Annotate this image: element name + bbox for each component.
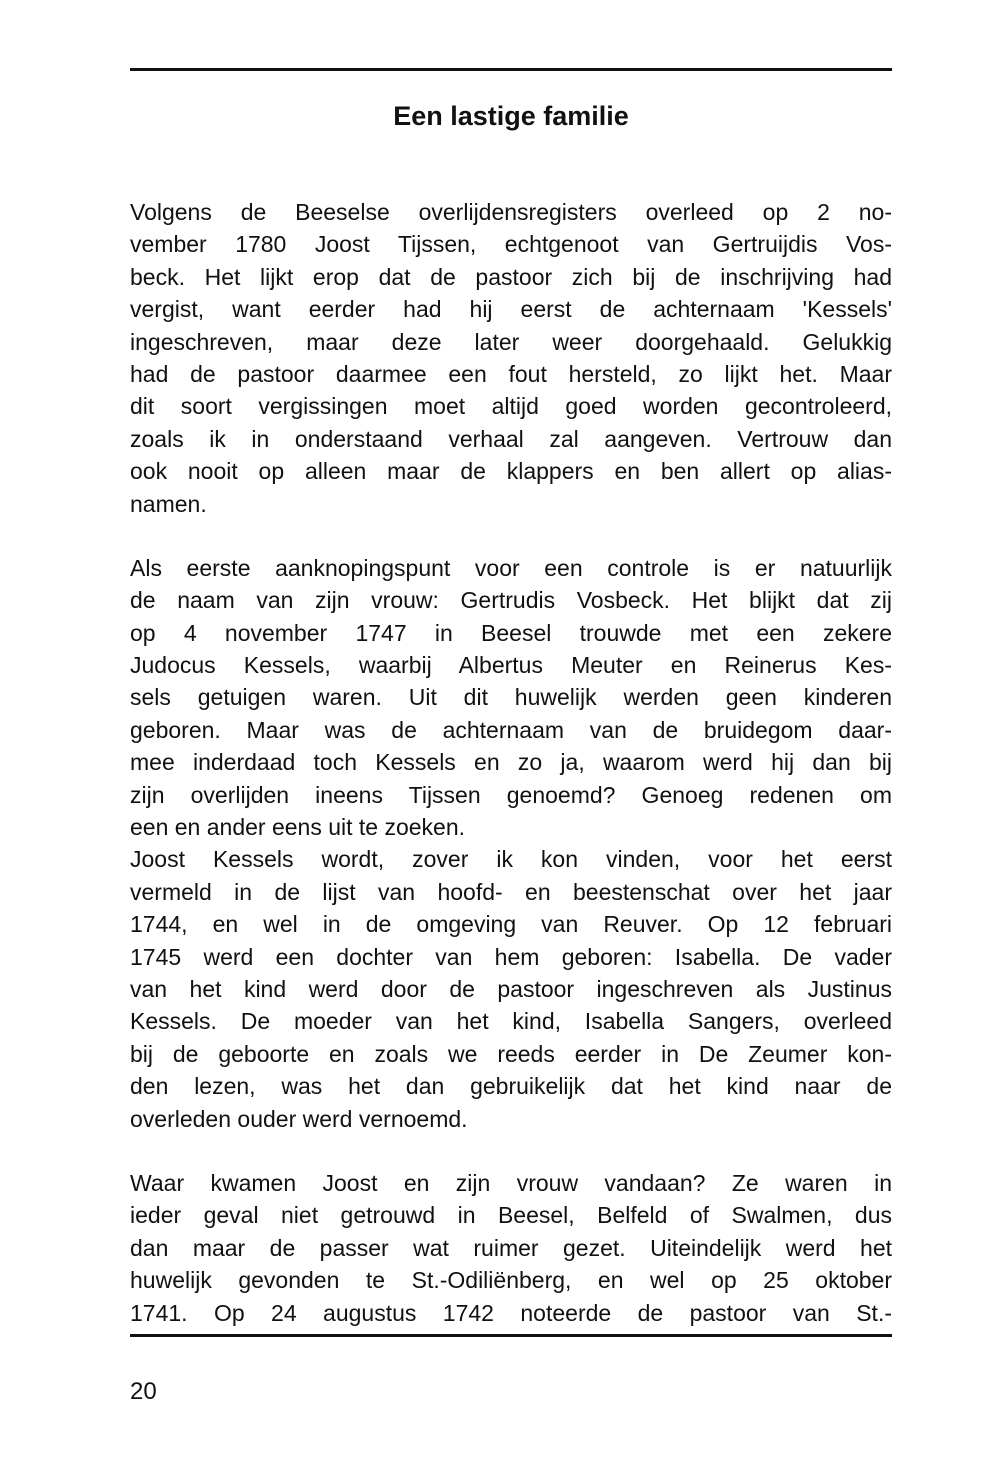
page-title: Een lastige familie xyxy=(393,101,629,131)
text-line: van het kind werd door de pastoor ingeschreven als Justinus xyxy=(130,975,892,1002)
text-line: Judocus Kessels, waarbij Albertus Meuter en Reinerus Kes- xyxy=(130,652,892,679)
text-line: zoals ik in onderstaand verhaal zal aangeven. Vertrouw dan xyxy=(130,425,892,452)
paragraph xyxy=(130,1167,892,1329)
paragraph xyxy=(130,196,892,520)
text-line: Waar kwamen Joost en zijn vrouw vandaan? Ze waren in xyxy=(130,1169,892,1196)
text-line: 1741. Op 24 augustus 1742 noteerde de pastoor van St.- xyxy=(130,1299,892,1326)
text-line: huwelijk gevonden te St.-Odiliënberg, en wel op 25 oktober xyxy=(130,1267,892,1294)
text-line: dit soort vergissingen moet altijd goed worden gecontroleerd, xyxy=(130,393,892,420)
text-line: vember 1780 Joost Tijssen, echtgenoot van Gertruijdis Vos- xyxy=(130,231,892,258)
text-line: sels getuigen waren. Uit dit huwelijk werden geen kinderen xyxy=(130,684,892,711)
text-line: dan maar de passer wat ruimer gezet. Uiteindelijk werd het xyxy=(130,1234,892,1261)
paragraph xyxy=(130,552,892,844)
text-line: bij de geboorte en zoals we reeds eerder in De Zeumer kon- xyxy=(130,1040,892,1067)
body-text xyxy=(130,196,892,1329)
text-line: de naam van zijn vrouw: Gertrudis Vosbeck. Het blijkt dat zij xyxy=(130,587,892,614)
text-line: overleden ouder werd vernoemd. xyxy=(130,1105,468,1132)
text-line: den lezen, was het dan gebruikelijk dat het kind naar de xyxy=(130,1073,892,1100)
paragraph-spacer xyxy=(130,1135,892,1167)
text-line: vergist, want eerder had hij eerst de achternaam 'Kessels' xyxy=(130,296,892,323)
text-line: 1745 werd een dochter van hem geboren: Isabella. De vader xyxy=(130,943,892,970)
top-rule xyxy=(130,68,892,71)
text-line: Volgens de Beeselse overlijdensregisters overleed op 2 no- xyxy=(130,199,892,225)
text-line: op 4 november 1747 in Beesel trouwde met een zekere xyxy=(130,619,892,646)
text-line: namen. xyxy=(130,490,207,517)
text-line: ieder geval niet getrouwd in Beesel, Belfeld of Swalmen, dus xyxy=(130,1202,892,1229)
text-line: vermeld in de lijst van hoofd- en beestenschat over het jaar xyxy=(130,878,892,905)
text-line: geboren. Maar was de achternaam van de bruidegom daar- xyxy=(130,716,892,743)
bottom-rule xyxy=(130,1334,892,1337)
text-line: Kessels. De moeder van het kind, Isabella Sangers, overleed xyxy=(130,1008,892,1035)
text-line: ook nooit op alleen maar de klappers en ben allert op alias- xyxy=(130,458,892,485)
text-line: ingeschreven, maar deze later weer doorgehaald. Gelukkig xyxy=(130,328,892,355)
text-line: een en ander eens uit te zoeken. xyxy=(130,814,466,841)
text-line: Als eerste aanknopingspunt voor een controle is er natuurlijk xyxy=(130,554,892,581)
text-line: 1744, en wel in de omgeving van Reuver. Op 12 februari xyxy=(130,911,892,938)
text-line: beck. Het lijkt erop dat de pastoor zich bij de inschrijving had xyxy=(130,263,892,290)
paragraph xyxy=(130,843,892,1135)
page-number: 20 xyxy=(130,1378,157,1405)
text-line: mee inderdaad toch Kessels en zo ja, waarom werd hij dan bij xyxy=(130,749,892,776)
text-line: Joost Kessels wordt, zover ik kon vinden, voor het eerst xyxy=(130,846,892,873)
text-line: had de pastoor daarmee een fout hersteld, zo lijkt het. Maar xyxy=(130,360,892,387)
paragraph-spacer xyxy=(130,520,892,552)
text-line: zijn overlijden ineens Tijssen genoemd? Genoeg redenen om xyxy=(130,781,892,808)
